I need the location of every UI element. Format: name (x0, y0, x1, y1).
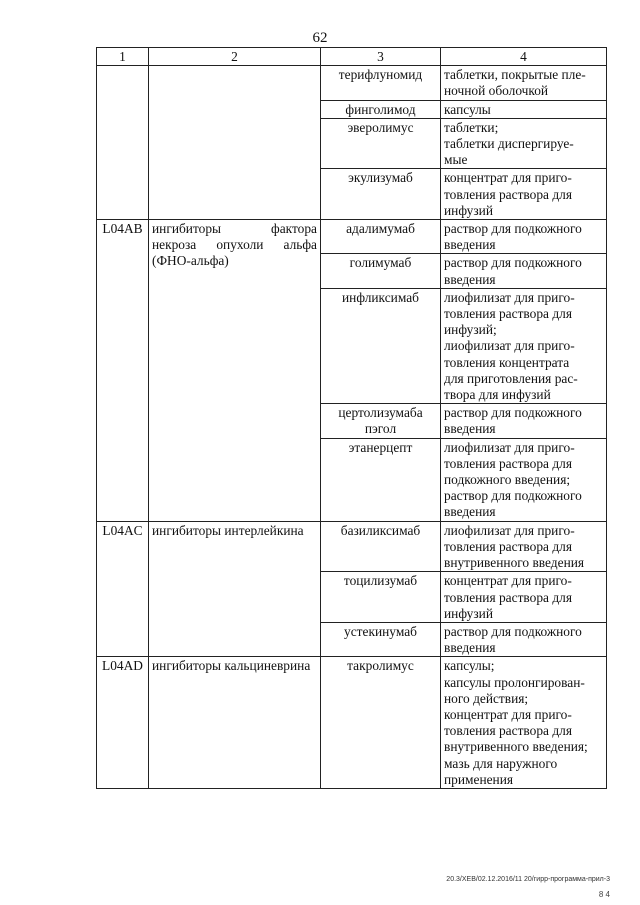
dosage-form-line: ночной оболочкой (444, 83, 549, 99)
dosage-form-cell (441, 404, 607, 438)
drug-name-cell: цертолизумаба пэгол (321, 404, 441, 438)
dosage-form-line: товления раствора для (444, 455, 572, 471)
dosage-form-line: раствор для подкожного (444, 623, 582, 639)
dosage-form-line: лиофилизат для приго- (444, 439, 575, 455)
corner-mark: 8 4 (598, 890, 610, 899)
drug-name-cell: инфликсимаб (321, 288, 441, 403)
header-row (97, 48, 607, 66)
dosage-form-line: инфузий (444, 202, 493, 218)
dosage-form-cell (441, 521, 607, 572)
dosage-form-cell (441, 288, 607, 403)
dosage-form-line: товления раствора для (444, 538, 572, 554)
dosage-form-line: для приготовления рас- (444, 370, 578, 386)
dosage-form-cell (441, 169, 607, 220)
document-footer: 20.3/ХЕВ/02.12.2016/11 20/гирр-программа-прил-3 (446, 876, 610, 883)
dosage-form-line: введения (444, 421, 496, 437)
dosage-form-cell (441, 254, 607, 288)
dosage-form-line: введения (444, 237, 496, 253)
header-cell-1: 1 (97, 48, 149, 66)
dosage-form-line: раствор для подкожного (444, 405, 582, 421)
page-number: 62 (312, 30, 328, 46)
dosage-form-line: введения (444, 504, 496, 520)
drug-name-cell: этанерцепт (321, 438, 441, 521)
dosage-form-line: ного действия; (444, 690, 529, 706)
dosage-form-line: инфузий; (444, 322, 497, 338)
drug-name-cell: эверолимус (321, 118, 441, 169)
atc-code-cell: L04AD (97, 657, 149, 789)
dosage-form-line: внутривенного введения (444, 555, 585, 571)
dosage-form-line: концентрат для приго- (444, 573, 572, 589)
drug-name-cell: тоцилизумаб (321, 572, 441, 623)
dosage-form-line: капсулы (444, 101, 491, 117)
dosage-form-cell (441, 100, 607, 118)
dosage-form-line: таблетки, покрытые пле- (444, 67, 586, 83)
dosage-form-cell (441, 118, 607, 169)
dosage-form-line: инфузий (444, 605, 493, 621)
pharmacologic-group-cell: ингибиторы интерлейкина (149, 521, 321, 657)
dosage-form-line: раствор для подкожного (444, 488, 582, 504)
dosage-form-line: введения (444, 271, 496, 287)
dosage-form-line: внутривенного введения; (444, 739, 588, 755)
header-cell-3: 3 (321, 48, 441, 66)
dosage-form-line: мазь для наружного (444, 755, 558, 771)
dosage-form-cell (441, 438, 607, 521)
dosage-form-cell (441, 66, 607, 100)
dosage-form-line: мые (444, 152, 468, 168)
dosage-form-line: раствор для подкожного (444, 255, 582, 271)
atc-code-cell: L04AB (97, 220, 149, 522)
drug-name-cell: устекинумаб (321, 622, 441, 656)
dosage-form-line: подкожного введения; (444, 472, 571, 488)
pharmacologic-group-cell (149, 66, 321, 220)
header-cell-2: 2 (149, 48, 321, 66)
dosage-form-line: товления раствора для (444, 589, 572, 605)
drug-name-cell: такролимус (321, 657, 441, 789)
dosage-form-line: товления концентрата (444, 354, 570, 370)
dosage-form-line: капсулы; (444, 658, 495, 674)
table-row (97, 66, 607, 100)
dosage-form-line: товления раствора для (444, 306, 572, 322)
dosage-form-line: концентрат для приго- (444, 170, 572, 186)
dosage-form-line: твора для инфузий (444, 387, 551, 403)
dosage-form-line: раствор для подкожного (444, 221, 582, 237)
dosage-form-line: лиофилизат для приго- (444, 522, 575, 538)
dosage-form-cell (441, 220, 607, 254)
atc-code-cell (97, 66, 149, 220)
dosage-form-line: таблетки; (444, 119, 499, 135)
atc-code-cell: L04AC (97, 521, 149, 657)
drug-name-cell: терифлуномид (321, 66, 441, 100)
drug-name-cell: адалимумаб (321, 220, 441, 254)
pharmacologic-group-cell: ингибиторы кальциневрина (149, 657, 321, 789)
dosage-form-line: введения (444, 640, 496, 656)
drug-table (96, 47, 607, 789)
dosage-form-line: лиофилизат для приго- (444, 289, 575, 305)
dosage-form-line: применения (444, 771, 514, 787)
dosage-form-cell (441, 622, 607, 656)
drug-name-cell: финголимод (321, 100, 441, 118)
dosage-form-line: капсулы пролонгирован- (444, 674, 585, 690)
dosage-form-line: товления раствора для (444, 723, 572, 739)
header-cell-4: 4 (441, 48, 607, 66)
table-row (97, 220, 607, 254)
dosage-form-line: товления раствора для (444, 186, 572, 202)
dosage-form-line: концентрат для приго- (444, 706, 572, 722)
drug-name-cell: базиликсимаб (321, 521, 441, 572)
dosage-form-cell (441, 657, 607, 789)
dosage-form-cell (441, 572, 607, 623)
drug-name-cell: голимумаб (321, 254, 441, 288)
dosage-form-line: таблетки диспергируе- (444, 136, 574, 152)
pharmacologic-group-cell: ингибиторы фактора некроза опухоли альфа (ФНО-альфа) (149, 220, 321, 522)
dosage-form-line: лиофилизат для приго- (444, 338, 575, 354)
drug-table-body (97, 48, 607, 789)
drug-name-cell: экулизумаб (321, 169, 441, 220)
table-row (97, 657, 607, 789)
table-row (97, 521, 607, 572)
